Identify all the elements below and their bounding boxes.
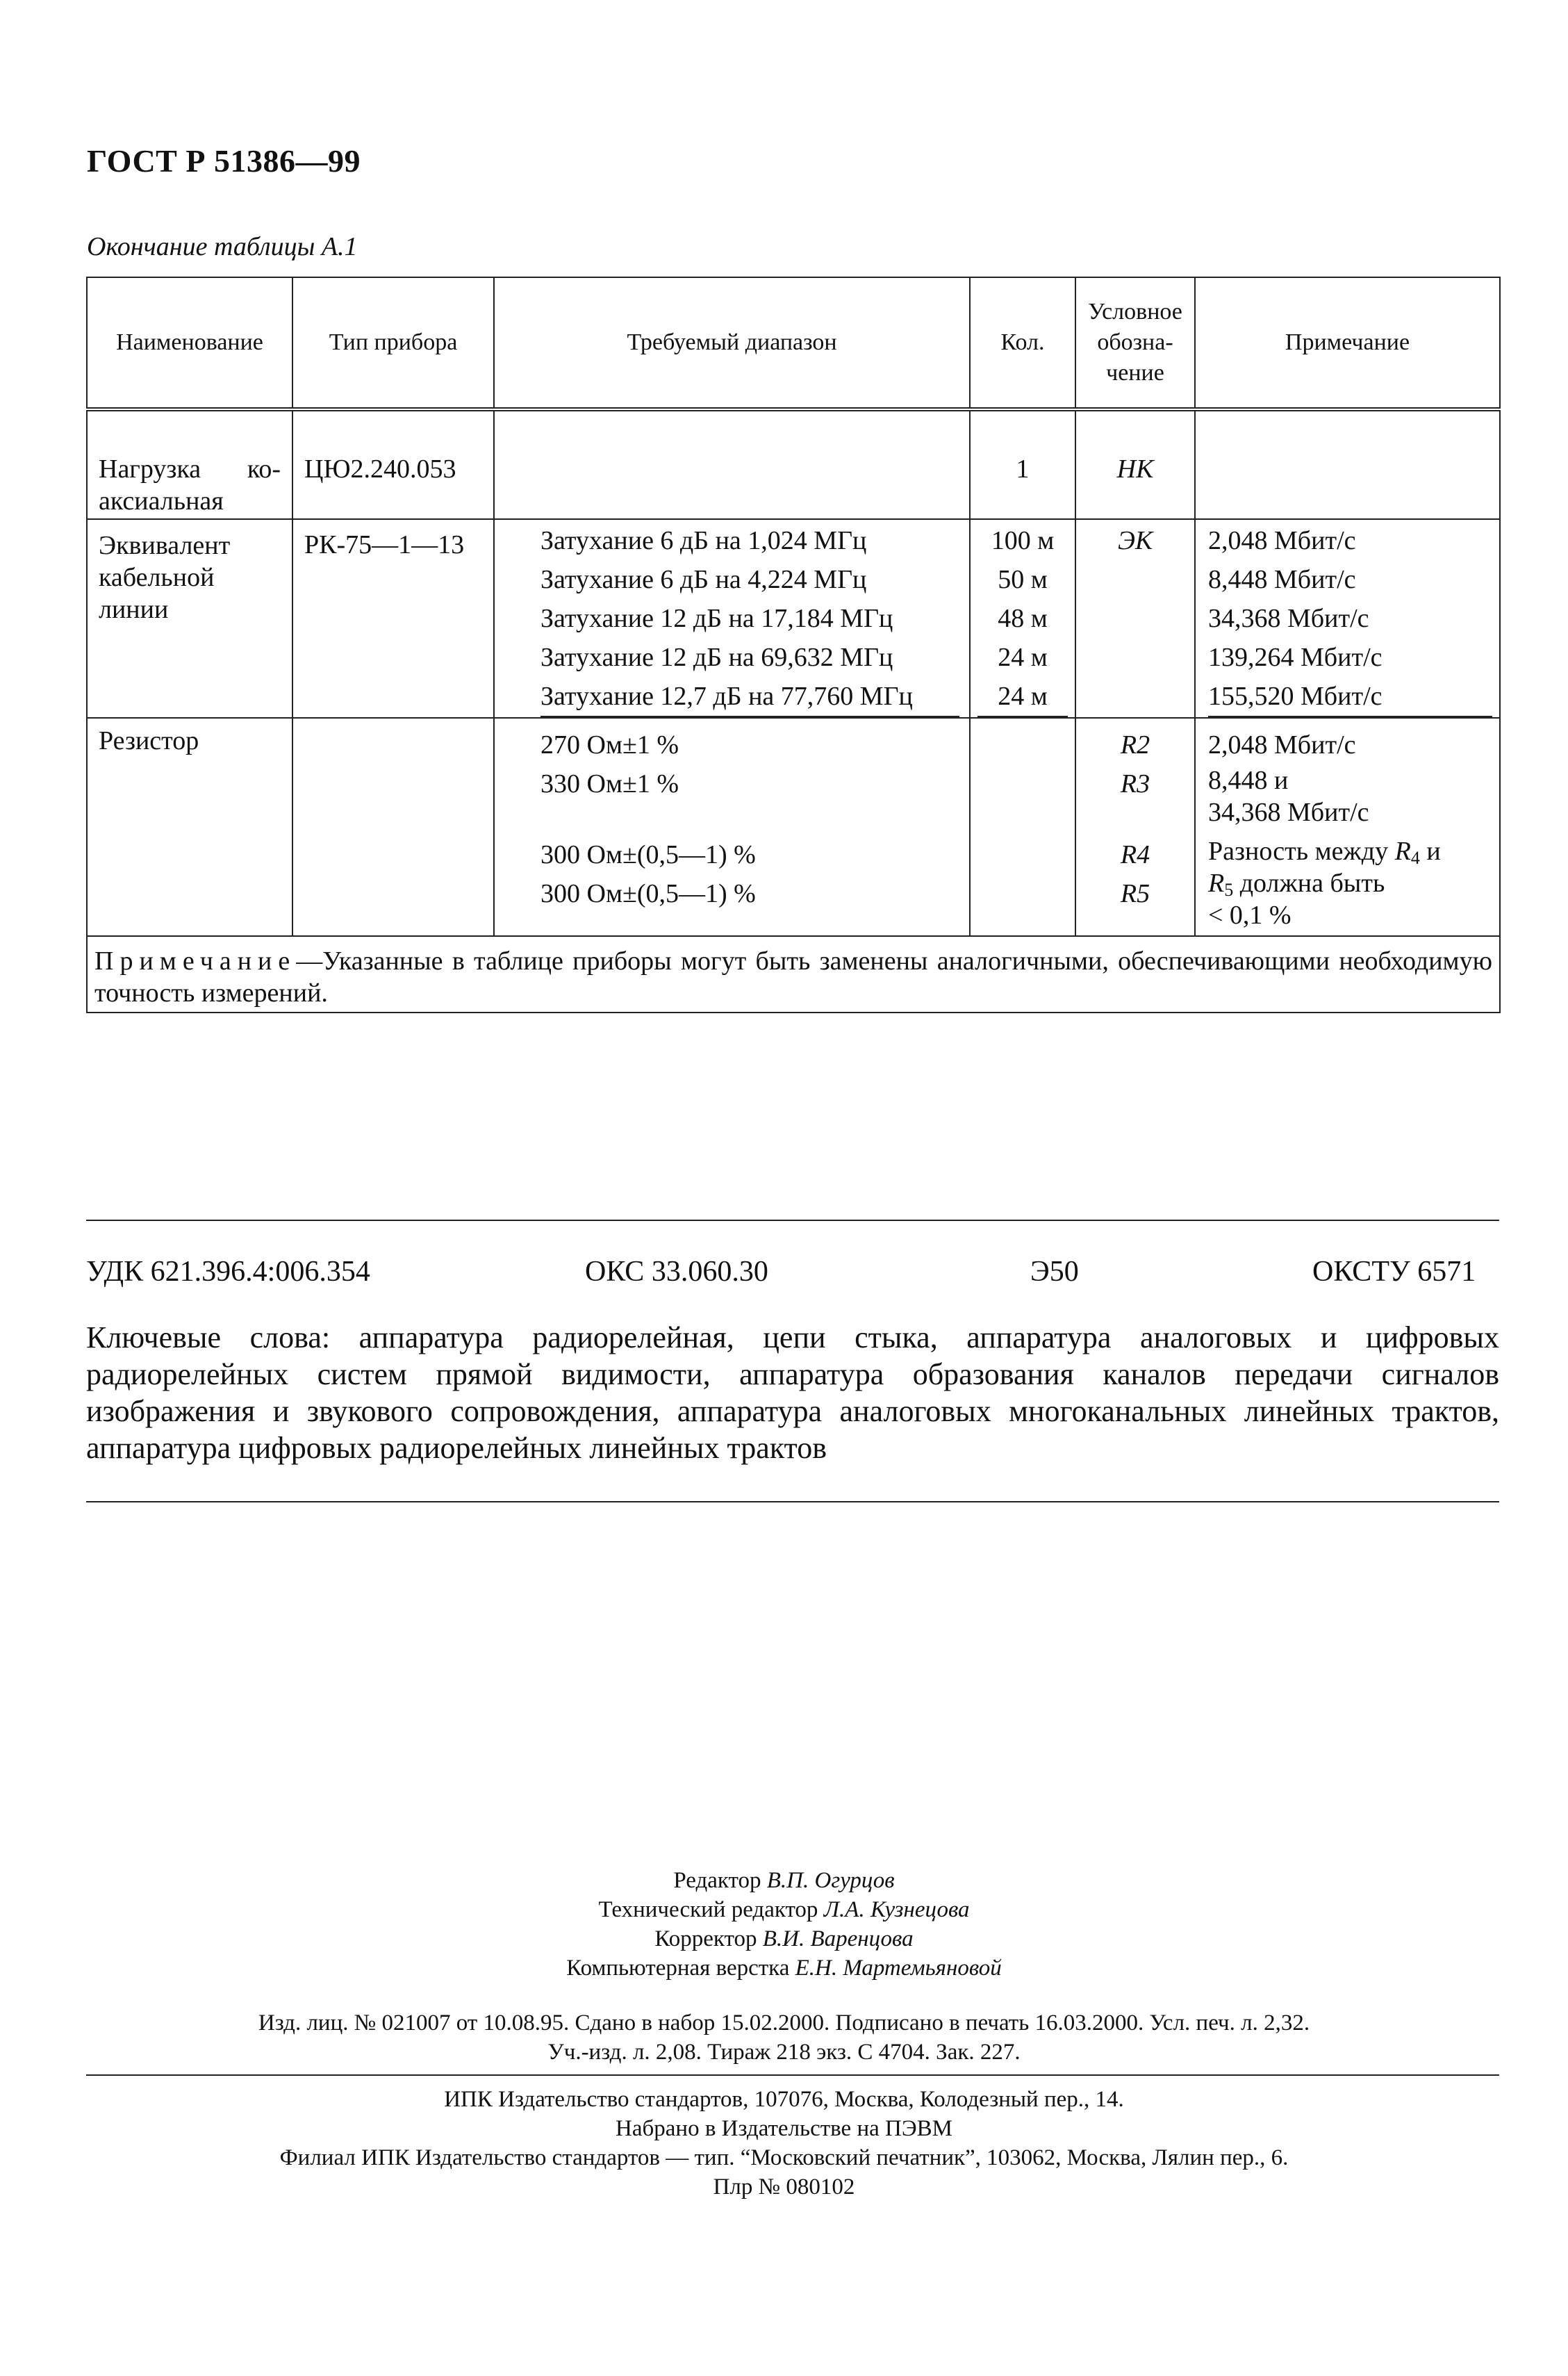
note-text: и [1426, 837, 1441, 866]
table-row [87, 409, 1500, 519]
note-item: < 0,1 % [1208, 901, 1291, 930]
credit-line [0, 1924, 1568, 1953]
page-header: ГОСТ Р 51386—99 [87, 143, 361, 179]
row-name-text: Эквивалент кабельной линии [99, 531, 231, 624]
designation-item: ЭК [1117, 526, 1153, 555]
note-item: 8,448 Мбит/с [1208, 565, 1356, 594]
count-item: 100 м [991, 526, 1055, 555]
credit-line [0, 1895, 1568, 1924]
keywords: Ключевые слова: аппаратура радиорелейная, цепи стыка, аппаратура аналоговых и цифровых радиорелейных систем прямой видимости, аппаратура образования каналов передачи сигналов изображения и звукового сопровождения, аппаратура аналоговых многоканальных линейных трактов, аппаратура цифровых радиорелейных линейных трактов [86, 1320, 1499, 1465]
table-note-line [94, 945, 1492, 1009]
designation-list [1077, 726, 1194, 913]
row-count: 1 [970, 409, 1075, 519]
range-item: 300 Ом±(0,5—1) % [540, 879, 756, 908]
row-name [87, 519, 292, 718]
column-header: Наименование [87, 277, 292, 409]
note-list [1208, 520, 1492, 717]
row-designation [1075, 519, 1195, 718]
note-item [1208, 835, 1492, 867]
range-item: Затухание 12 дБ на 17,184 МГц [540, 604, 893, 633]
table-header-row [87, 277, 1500, 409]
publisher-line: Плр № 080102 [713, 2174, 855, 2199]
row-notes [1195, 718, 1500, 936]
table-note [87, 936, 1500, 1013]
publisher-info [0, 2085, 1568, 2202]
note-text: Разность между [1208, 837, 1389, 866]
range-item: Затухание 6 дБ на 1,024 МГц [540, 526, 867, 555]
credit-name: В.П. Огурцов [766, 1868, 895, 1893]
divider [86, 1501, 1499, 1502]
note-item: 2,048 Мбит/с [1208, 730, 1356, 760]
row-type [292, 718, 494, 936]
imprint-line: Уч.-изд. л. 2,08. Тираж 218 экз. С 4704. Зак. 227. [547, 2040, 1021, 2065]
row-designations [1075, 718, 1195, 936]
publisher-line: ИПК Издательство стандартов, 107076, Москва, Колодезный пер., 14. [444, 2087, 1124, 2112]
credit-role: Корректор [654, 1926, 757, 1951]
note-text: R [1208, 869, 1225, 898]
range-list [540, 726, 959, 913]
publisher-line: Набрано в Издательстве на ПЭВМ [616, 2116, 952, 2141]
column-header: Тип прибора [292, 277, 494, 409]
count-list [977, 520, 1068, 717]
note-item: 2,048 Мбит/с [1208, 526, 1356, 555]
credit-line [0, 1953, 1568, 1983]
udk-code: УДК 621.396.4:006.354 [86, 1256, 370, 1288]
note-item: 34,368 Мбит/с [1208, 604, 1369, 633]
note-item: 8,448 и [1208, 766, 1289, 795]
note-text: 5 [1224, 880, 1234, 900]
count-item: 48 м [998, 604, 1048, 633]
note-list [1208, 726, 1492, 931]
column-header: Требуемый диапазон [494, 277, 970, 409]
table-caption: Окончание таблицы А.1 [87, 232, 358, 261]
range-item: Затухание 12 дБ на 69,632 МГц [540, 643, 893, 672]
okstu-code: ОКСТУ 6571 [1312, 1256, 1476, 1288]
note-text: R [1394, 837, 1411, 866]
row-note [1195, 409, 1500, 519]
table-note-label: Примечание [94, 947, 297, 976]
range-item: 330 Ом±1 % [540, 769, 679, 798]
credit-line [0, 1866, 1568, 1895]
count-item: 24 м [977, 677, 1068, 717]
oks-code: ОКС 33.060.30 [585, 1256, 768, 1288]
row-ranges [494, 519, 970, 718]
row-range [494, 409, 970, 519]
note-text: 4 [1410, 848, 1420, 868]
credit-name: Е.Н. Мартемьяновой [795, 1956, 1002, 1981]
e-code: Э50 [1030, 1256, 1079, 1288]
designation-item: R4 [1120, 840, 1150, 869]
imprint-line: Изд. лиц. № 021007 от 10.08.95. Сдано в набор 15.02.2000. Подписано в печать 16.03.2000. Усл. печ. л. 2,32. [258, 2010, 1310, 2035]
designation-item: R3 [1120, 769, 1150, 798]
table-row [87, 718, 1500, 936]
credit-name: Л.А. Кузнецова [823, 1897, 970, 1922]
table-note-dash: — [296, 947, 323, 976]
credit-role: Редактор [673, 1868, 761, 1893]
designation-item: R5 [1120, 879, 1150, 908]
note-item: 34,368 Мбит/с [1208, 798, 1369, 827]
range-item: 300 Ом±(0,5—1) % [540, 840, 756, 869]
note-item: 139,264 Мбит/с [1208, 643, 1383, 672]
note-item [1208, 867, 1492, 899]
row-count [970, 718, 1075, 936]
table-row [87, 519, 1500, 718]
row-type: РК-75—1—13 [292, 519, 494, 718]
range-list [540, 520, 959, 717]
divider [86, 1220, 1499, 1221]
row-name [87, 409, 292, 519]
column-header: Кол. [970, 277, 1075, 409]
credit-role: Компьютерная верстка [566, 1956, 790, 1981]
row-type: ЦЮ2.240.053 [292, 409, 494, 519]
imprint [0, 2008, 1568, 2067]
credit-name: В.И. Варенцова [762, 1926, 914, 1951]
row-designation: НК [1075, 409, 1195, 519]
credit-role: Технический редактор [598, 1897, 818, 1922]
row-ranges [494, 718, 970, 936]
row-notes [1195, 519, 1500, 718]
note-text: должна быть [1239, 869, 1385, 898]
publisher-line: Филиал ИПК Издательство стандартов — тип. “Московский печатник”, 103062, Москва, Лялин пер., 6. [279, 2145, 1289, 2170]
divider [86, 2074, 1499, 2076]
designation-item: R2 [1120, 730, 1150, 760]
column-header [1075, 277, 1195, 409]
range-item: 270 Ом±1 % [540, 730, 679, 760]
row-name-line: аксиальная [99, 486, 224, 516]
count-item: 24 м [998, 643, 1048, 672]
range-item: Затухание 12,7 дБ на 77,760 МГц [540, 677, 959, 717]
equipment-table [86, 277, 1501, 1013]
row-name-line: Нагрузка ко- [99, 454, 281, 484]
row-counts [970, 519, 1075, 718]
count-item: 50 м [998, 565, 1048, 594]
credits [0, 1866, 1568, 1983]
column-header: Примечание [1195, 277, 1500, 409]
range-item: Затухание 6 дБ на 4,224 МГц [540, 565, 867, 594]
row-name: Резистор [87, 718, 292, 936]
table-note-text: Указанные в таблице приборы могут быть заменены аналогичными, обеспечивающими необходимую точность измерений. [94, 947, 1492, 1008]
note-item: 155,520 Мбит/с [1208, 677, 1492, 717]
column-header-text: Условное обозна-чение [1088, 299, 1182, 386]
table-note-row [87, 936, 1500, 1013]
